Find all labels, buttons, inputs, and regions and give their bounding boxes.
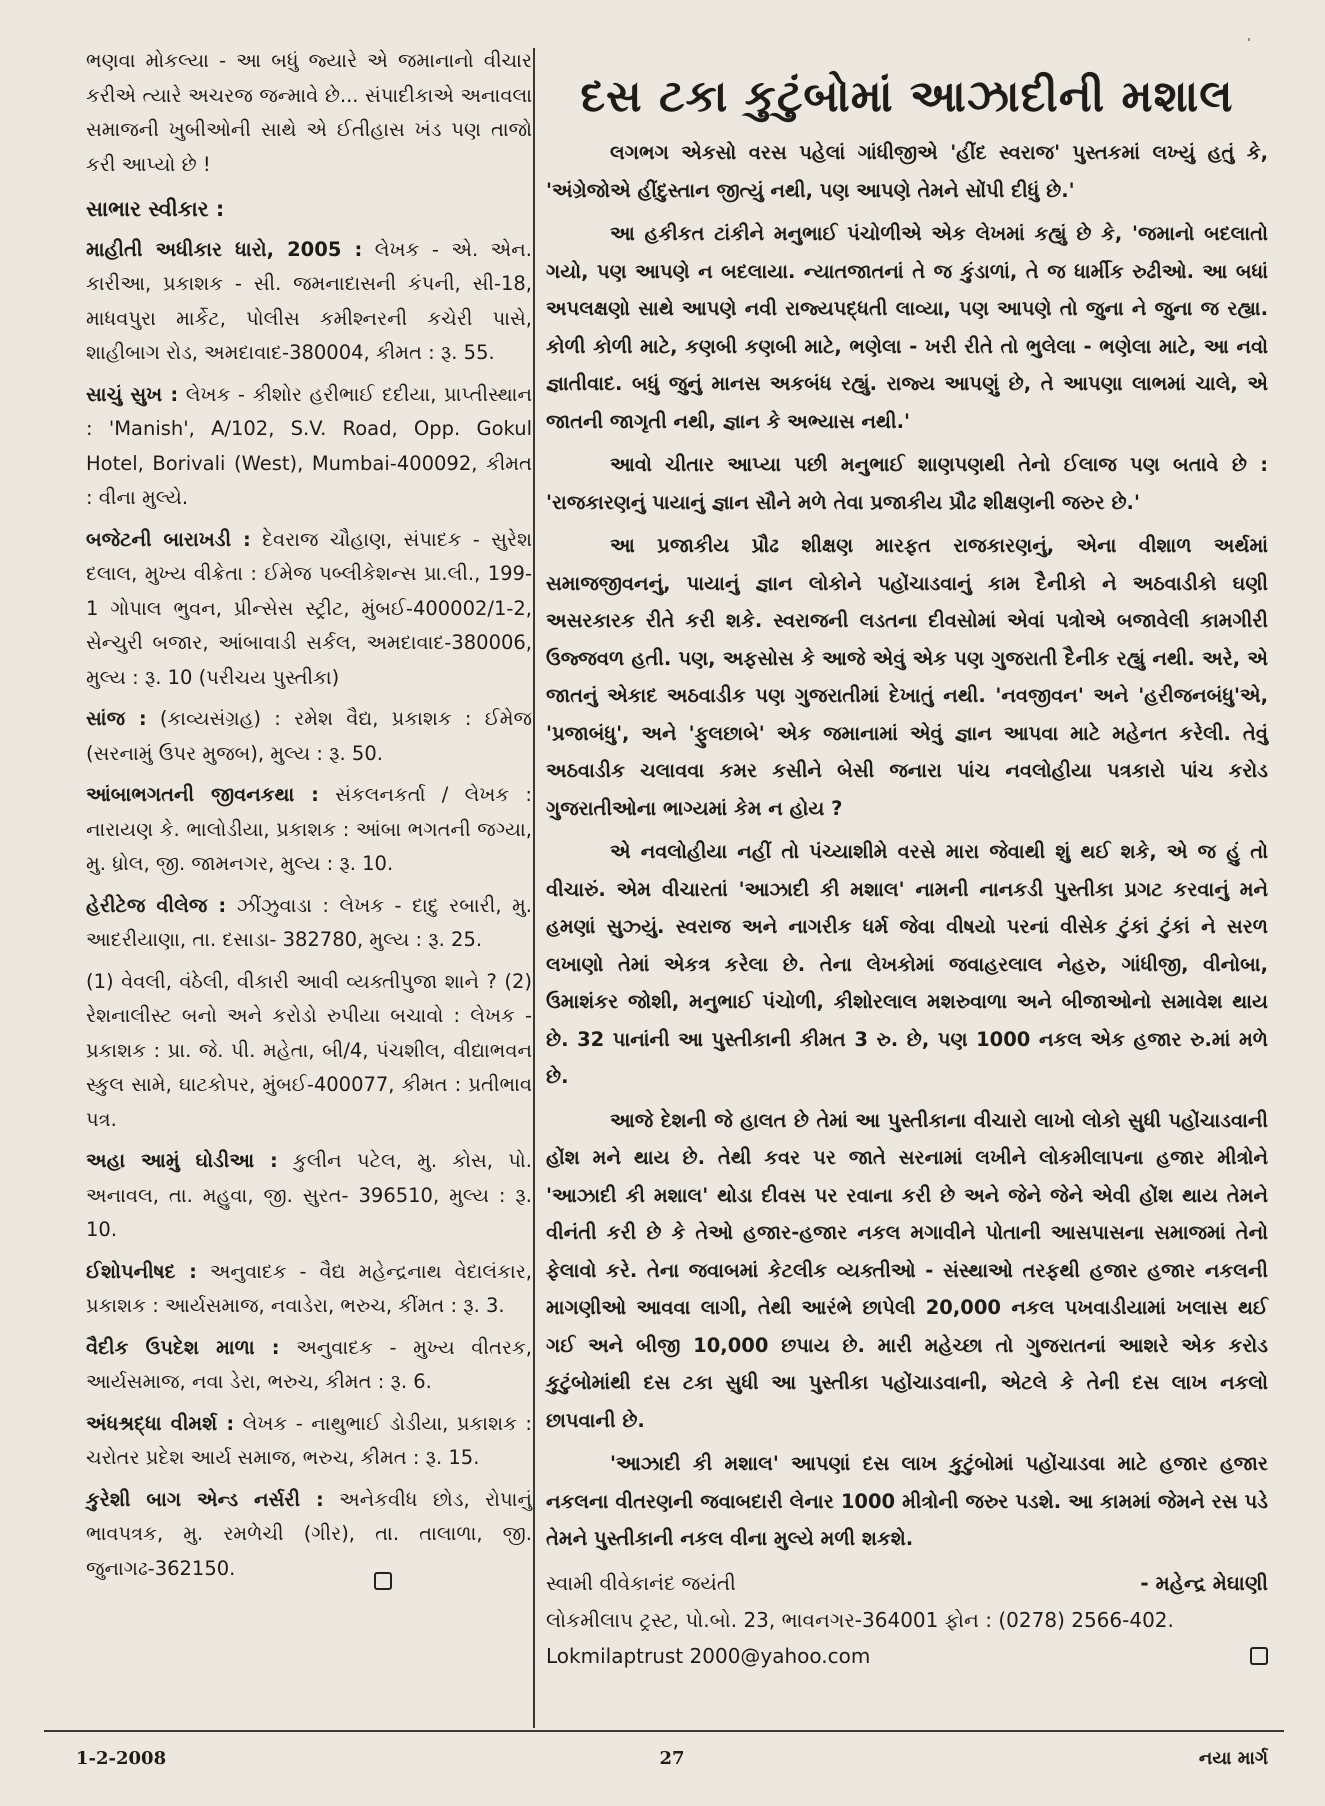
footer-rule xyxy=(44,1730,1284,1732)
email-row xyxy=(546,1638,1268,1674)
book-entry-title: માહીતી અધીકાર ધારો, 2005 : xyxy=(86,237,363,261)
book-entry-details: અનેકવીધ છોડ, રોપાનું ભાવપત્રક, મુ. રમળેચી (ગીર), તા. તાલાળા, જી. જુનાગઢ-362150. xyxy=(86,1487,532,1580)
book-entry-title: વૈદીક ઉપદેશ માળા : xyxy=(86,1335,280,1359)
magazine-name: નયા માર્ગ xyxy=(1198,1748,1268,1769)
book-entry xyxy=(86,1407,532,1476)
book-entry xyxy=(86,523,532,696)
book-entry-title: સાંજ : xyxy=(86,707,147,730)
article-paragraph: આજે દેશની જે હાલત છે તેમાં આ પુસ્તીકાના વીચારો લાખો લોકો સુધી પહોંચાડવાની હોંશ મને થાય છે. તેથી કવર પર જાતે સરનામાં લખીને લોકમીલાપના હજાર મીત્રોને 'આઝાદી કી મશાલ' થોડા દીવસ પર રવાના કરી છે અને જેને જેને એવી હોંશ થાય તેમને વીનંતી કરી છે કે તેઓ હજાર-હજાર નકલ મગાવીને પોતાની આસપાસના સમાજમાં તેનો ફેલાવો કરે. તેના જવાબમાં કેટલીક વ્યક્તીઓ - સંસ્થાઓ તરફથી હજાર હજાર નકલની માગણીઓ આવવા લાગી, તેથી આરંભે છાપેલી 20,000 નકલ પખવાડીયામાં ખલાસ થઈ ગઈ અને બીજી 10,000 છપાય છે. મારી મહેચ્છા તો ગુજરાતનાં આશરે એક કરોડ કુટુંબોમાંથી દસ ટકા સુધી આ પુસ્તીકા પહોંચાડવાની, એટલે કે તેની દસ લાખ નકલો છાપવાની છે. xyxy=(546,1108,1268,1432)
occasion: સ્વામી વીવેકાનંદ જયંતી xyxy=(546,1570,736,1595)
book-entry-details: અનુવાદક - મુખ્ય વીતરક, આર્યસમાજ, નવા ડેરા, ભરુચ, કીમત : રૂ. 6. xyxy=(86,1335,532,1393)
page-number: 27 xyxy=(659,1748,685,1769)
book-entry-details: ઝીંઝુવાડા : લેખક - દાદુ રબારી, મુ. આદરીયાણા, તા. દસાડા- 382780, મુલ્ય : રૂ. 25. xyxy=(86,893,532,951)
book-entry xyxy=(86,1255,532,1324)
end-square-icon xyxy=(1250,1647,1268,1665)
book-entry xyxy=(86,965,532,1138)
book-entry xyxy=(86,702,532,771)
book-entry-title: સાચું સુખ : xyxy=(86,382,179,406)
book-entry xyxy=(86,233,532,371)
book-entry-details: લેખક - કીશોર હરીભાઈ દદીયા, પ્રાપ્તીસ્થાન : 'Manish', A/102, S.V. Road, Opp. Gokul Hotel, Borivali (West), Mumbai-400092, કીમત : વીના મુલ્યે. xyxy=(86,382,532,509)
book-entry-title: અંધશ્રદ્ધા વીમર્શ : xyxy=(86,1411,235,1435)
article-title: દસ ટકા કુટુંબોમાં આઝાદીની મશાલ xyxy=(580,71,1234,122)
book-entry-details: કુલીન પટેલ, મુ. કોસ, પો. અનાવલ, તા. મહુવા, જી. સુરત- 396510, મુલ્ય : રૂ. 10. xyxy=(86,1149,532,1241)
issue-date: 1-2-2008 xyxy=(76,1748,167,1769)
book-entry-details: અનુવાદક - વૈદ્ય મહેન્દ્રનાથ વેદાલંકાર, પ્રકાશક : આર્યસમાજ, નવાડેરા, ભરુચ, કીંમત : રૂ. 3. xyxy=(86,1259,532,1317)
page-footer xyxy=(76,1748,1268,1769)
acknowledgement-heading: સાભાર સ્વીકાર : xyxy=(86,197,225,221)
article-paragraph: આ પ્રજાકીય પ્રૌઢ શીક્ષણ મારફત રાજકારણનું, એના વીશાળ અર્થમાં સમાજજીવનનું, પાયાનું જ્ઞાન લોકોને પહોંચાડવાનું કામ દૈનીકો ને અઠવાડીકો ઘણી અસરકારક રીતે કરી શકે. સ્વરાજની લડતના દીવસોમાં એવાં પત્રોએ બજાવેલી કામગીરી ઉજ્જવળ હતી. પણ, અફસોસ કે આજે એવું એક પણ ગુજરાતી દૈનીક રહ્યું નથી. અરે, એ જાતનું એકાદ અઠવાડીક પણ ગુજરાતીમાં દેખાતું નથી. 'નવજીવન' અને 'હરીજનબંધુ'એ, 'પ્રજાબંધુ', અને 'ફુલછાબે' એક જમાનામાં એવું જ્ઞાન આપવા માટે મહેનત કરેલી. તેવું અઠવાડીક ચલાવવા કમર કસીને બેસી જનારા પાંચ નવલોહીયા પત્રકારો પાંચ કરોડ ગુજરાતીઓના ભાગ્યમાં કેમ ન હોય ? xyxy=(546,534,1268,820)
book-entry xyxy=(86,378,532,516)
book-entry-details: (કાવ્યસંગ્રહ) : રમેશ વૈદ્ય, પ્રકાશક : ઈમેજ (સરનામું ઉપર મુજબ), મુલ્ય : રૂ. 50. xyxy=(86,707,533,765)
end-square-icon xyxy=(374,1572,392,1590)
article-paragraph: આ હકીકત ટાંકીને મનુભાઈ પંચોળીએ એક લેખમાં કહ્યું છે કે, 'જમાનો બદલાતો ગયો, પણ આપણે ન બદલાયા. ન્યાતજાતનાં તે જ કુંડાળાં, તે જ ધાર્મીક રુઢીઓ. આ બધાં અપલક્ષણો સાથે આપણે નવી રાજ્યપદ્ધતી લાવ્યા, પણ આપણે તો જુના ને જુના જ રહ્યા. કોળી કોળી માટે, કણબી કણબી માટે, ભણેલા - ખરી રીતે તો ભુલેલા - ભણેલા માટે, આ નવો જ્ઞાતીવાદ. બધું જુનું માનસ અકબંધ રહ્યું. રાજ્ય આપણું છે, તે આપણા લાભમાં ચાલે, એ જાતની જાગૃતી નથી, જ્ઞાન કે અભ્યાસ નથી.' xyxy=(546,222,1268,433)
author-address: લોકમીલાપ ટ્રસ્ટ, પો.બો. 23, ભાવનગર-364001 ફોન : (0278) 2566-402. xyxy=(546,1607,1174,1632)
author-email: Lokmilaptrust 2000@yahoo.com xyxy=(546,1643,871,1668)
signature-row xyxy=(546,1564,1268,1602)
book-entry-title: આંબાભગતની જીવનકથા : xyxy=(86,783,319,806)
intro-paragraph: ભણવા મોકલ્યા - આ બધું જ્યારે એ જમાનાનો વીચાર કરીએ ત્યારે અચરજ જન્માવે છે... સંપાદીકાએ અનાવલા સમાજની ખુબીઓની સાથે એ ઈતીહાસ ખંડ પણ તાજો કરી આપ્યો છે ! xyxy=(86,49,532,176)
article-paragraph: આવો ચીતાર આપ્યા પછી મનુભાઈ શાણપણથી તેનો ઈલાજ પણ બતાવે છે : 'રાજકારણનું પાયાનું જ્ઞાન સૌને મળે તેવા પ્રજાકીય પ્રૌઢ શીક્ષણની જરુર છે.' xyxy=(546,453,1268,514)
article-paragraph: લગભગ એકસો વરસ પહેલાં ગાંધીજીએ 'હીંદ સ્વરાજ' પુસ્તકમાં લખ્યું હતું કે, 'અંગ્રેજોએ હીંદુસ્તાન જીત્યું નથી, પણ આપણે તેમને સોંપી દીધું છે.' xyxy=(546,141,1268,202)
article-paragraph: 'આઝાદી કી મશાલ' આપણાં દસ લાખ કુટુંબોમાં પહોંચાડવા માટે હજાર હજાર નકલના વીતરણની જવાબદારી લેનાર 1000 મીત્રોની જરુર પડશે. આ કામમાં જેમને રસ પડે તેમને પુસ્તીકાની નકલ વીના મુલ્યે મળી શકશે. xyxy=(546,1452,1268,1550)
book-entry-details: લેખક - નાથુભાઈ ડોડીયા, પ્રકાશક : ચરોતર પ્રદેશ આર્ય સમાજ, ભરુચ, કીમત : રૂ. 15. xyxy=(86,1411,532,1469)
book-entry-details: (1) વેવલી, વંઠેલી, વીકારી આવી વ્યક્તીપુજા શાને ? (2) રેશનાલીસ્ટ બનો અને કરોડો રુપીયા બચાવો : લેખક - પ્રકાશક : પ્રા. જે. પી. મહેતા, બી/4, પંચશીલ, વીદ્યાભવન સ્કુલ સામે, ઘાટકોપર, મુંબઈ-400077, કીમત : પ્રતીભાવ પત્ર. xyxy=(86,969,532,1131)
left-column xyxy=(86,44,532,1598)
article xyxy=(546,60,1268,1674)
book-entry-details: સંકલનકર્તા / લેખક : નારાયણ કે. ભાલોડીયા, પ્રકાશક : આંબા ભગતની જગ્યા, મુ. ધ્રોલ, જી. જામનગર, મુલ્ય : રૂ. 10. xyxy=(86,783,532,875)
print-mark xyxy=(1248,38,1250,41)
book-entry-details: દેવરાજ ચૌહાણ, સંપાદક - સુરેશ દલાલ, મુખ્ય વીક્રેતા : ઈમેજ પબ્લીકેશન્સ પ્રા.લી., 199-1 ગોપાલ ભુવન, પ્રીન્સેસ સ્ટ્રીટ, મુંબઈ-400002/1-2, સેન્ચુરી બજાર, આંબાવાડી સર્કલ, અમદાવાદ-380006, મુલ્ય : રૂ. 10 (પરીચય પુસ્તીકા) xyxy=(86,527,532,689)
book-entry-title: હેરીટેજ વીલેજ : xyxy=(86,893,227,917)
book-list xyxy=(86,233,532,1587)
book-entry-title: અહા આમું ઘોડીઆ : xyxy=(86,1149,278,1172)
article-paragraph: એ નવલોહીયા નહીં તો પંચ્યાશીમે વરસે મારા જેવાથી શું થઈ શકે, એ જ હું તો વીચારું. એમ વીચારતાં 'આઝાદી કી મશાલ' નામની નાનકડી પુસ્તીકા પ્રગટ કરવાનું મને હમણાં સુઝ્યું. સ્વરાજ અને નાગરીક ધર્મ જેવા વીષયો પરનાં વીસેક ટુંકાં ટુંકાં ને સરળ લખાણો તેમાં એકત્ર કરેલા છે. તેના લેખકોમાં જવાહરલાલ નેહરુ, ગાંધીજી, વીનોબા, ઉમાશંકર જોશી, મનુભાઈ પંચોળી, કીશોરલાલ મશરુવાળા અને બીજાઓનો સમાવેશ થાય છે. 32 પાનાંની આ પુસ્તીકાની કીમત 3 રુ. છે, પણ 1000 નકલ એક હજાર રુ.માં મળે છે. xyxy=(546,840,1268,1088)
book-entry-title: બજેટની બારાખડી : xyxy=(86,527,251,551)
book-entry xyxy=(86,889,532,958)
author-name: - મહેન્દ્ર મેઘાણી xyxy=(1140,1570,1268,1595)
book-entry-title: કુરેશી બાગ એન્ડ નર્સરી : xyxy=(86,1487,324,1511)
book-entry xyxy=(86,1331,532,1400)
book-entry xyxy=(86,1144,532,1248)
column-divider xyxy=(533,48,535,1728)
book-entry-details: લેખક - એ. એન. કારીઆ, પ્રકાશક - સી. જમનાદાસની કંપની, સી-18, માધવપુરા માર્કેટ, પોલીસ કમીશ્નરની કચેરી પાસે, શાહીબાગ રોડ, અમદાવાદ-380004, કીમત : રૂ. 55. xyxy=(86,237,532,364)
book-entry xyxy=(86,778,532,882)
book-entry-title: ઈશોપનીષદ : xyxy=(86,1259,197,1283)
